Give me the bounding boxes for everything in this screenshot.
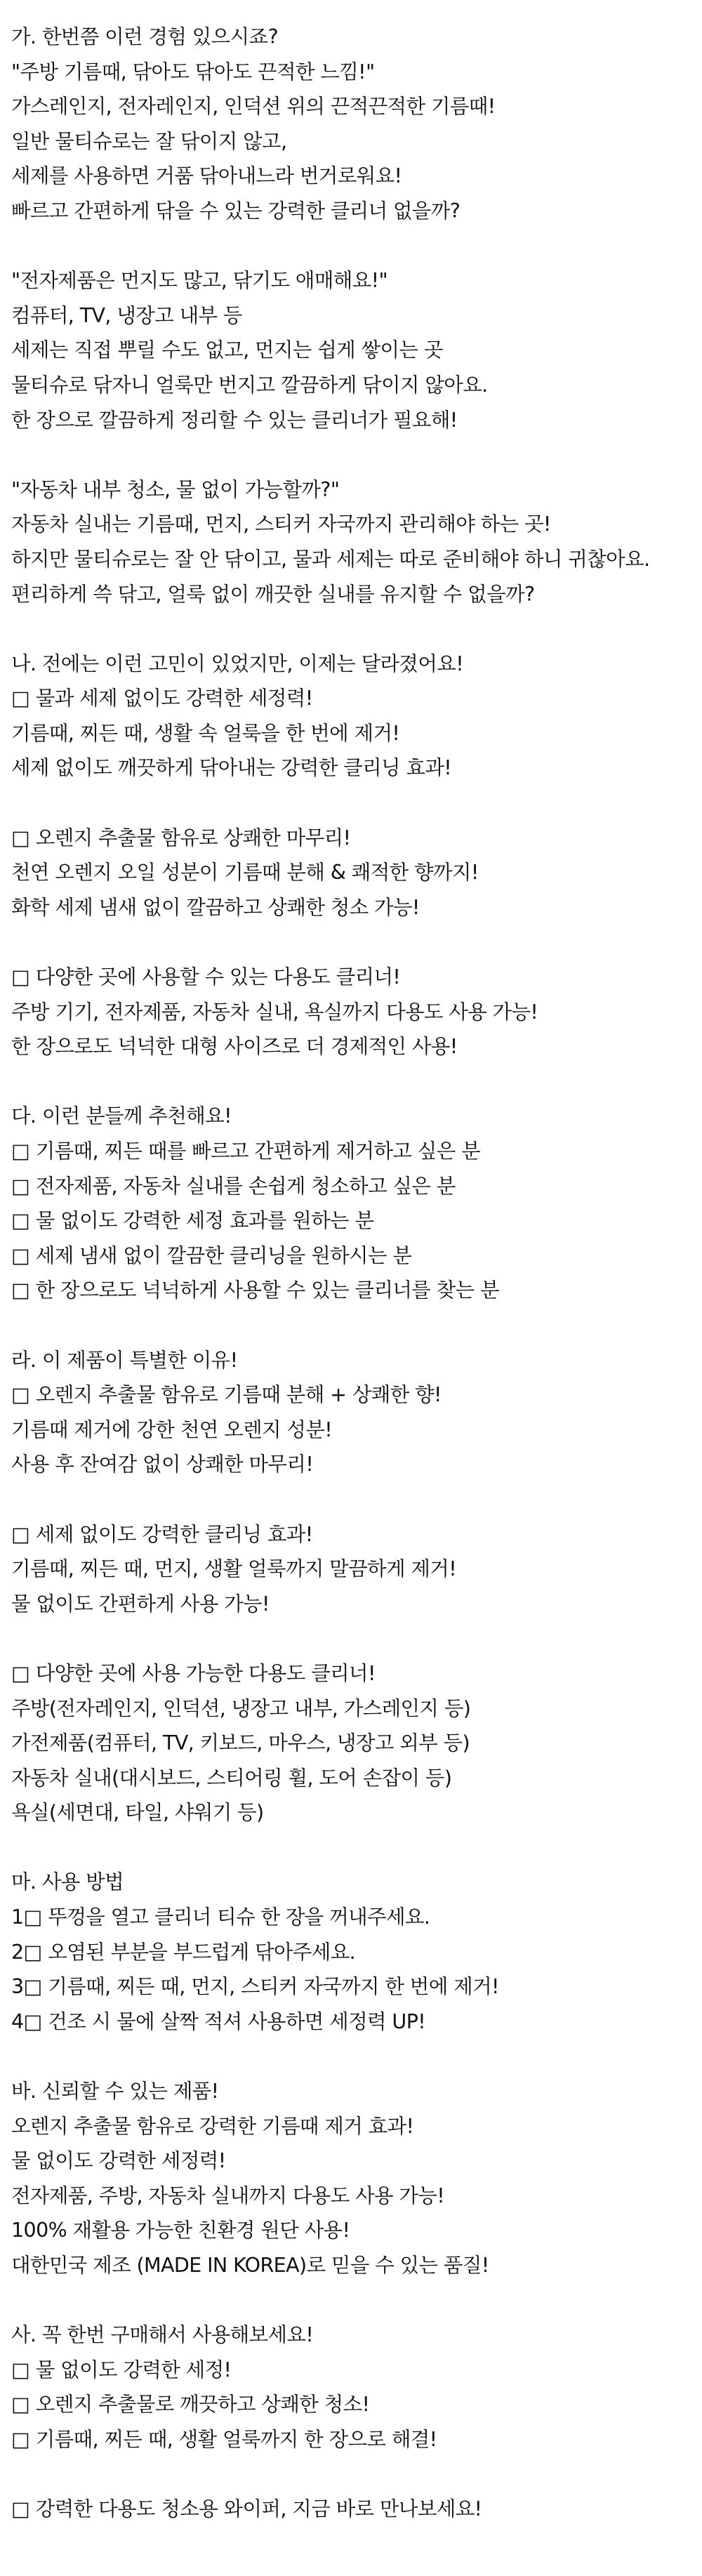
text-line: □ 물 없이도 강력한 세정! [11, 2358, 232, 2382]
text-line: 천연 오렌지 오일 성분이 기름때 분해 & 쾌적한 향까지! [11, 861, 479, 885]
text-line: □ 오렌지 추출물 함유로 기름때 분해 + 상쾌한 향! [11, 1383, 442, 1407]
text-line: 세제를 사용하면 거품 닦아내느라 번거로워요! [11, 164, 402, 188]
text-line: 바. 신뢰할 수 있는 제품! [11, 2080, 219, 2103]
paragraph-spacer [11, 786, 691, 821]
text-line: 세제는 직접 뿌릴 수도 없고, 먼지는 쉽게 쌓이는 곳 [11, 338, 443, 362]
paragraph-spacer [11, 437, 691, 473]
text-line: 1□ 뚜껑을 열고 클리너 티슈 한 장을 꺼내주세요. [11, 1905, 430, 1929]
text-line: 라. 이 제품이 특별한 이유! [11, 1348, 238, 1372]
text-line: 가전제품(컴퓨터, TV, 키보드, 마우스, 냉장고 외부 등) [11, 1731, 470, 1755]
text-line: 화학 세제 냄새 없이 깔끔하고 상쾌한 청소 가능! [11, 895, 420, 919]
text-line: 욕실(세면대, 타일, 샤워기 등) [11, 1801, 264, 1825]
text-line: 기름때 제거에 강한 천연 오렌지 성분! [11, 1418, 333, 1441]
text-line: □ 다양한 곳에 사용할 수 있는 다용도 클리너! [11, 965, 401, 989]
paragraph-spacer [11, 1482, 691, 1517]
text-line: 물 없이도 강력한 세정력! [11, 2149, 226, 2173]
text-line: 사. 꼭 한번 구매해서 사용해보세요! [11, 2323, 314, 2347]
text-line: 자동차 실내(대시보드, 스티어링 휠, 도어 손잡이 등) [11, 1766, 452, 1790]
text-line: 일반 물티슈로는 잘 닦이지 않고, [11, 129, 287, 153]
text-line: 사용 후 잔여감 없이 상쾌한 마무리! [11, 1453, 314, 1477]
text-line: 100% 재활용 가능한 친환경 원단 사용! [11, 2219, 350, 2243]
text-line: 전자제품, 주방, 자동차 실내까지 다용도 사용 가능! [11, 2184, 445, 2207]
text-line: 나. 전에는 이런 고민이 있었지만, 이제는 달라졌어요! [11, 652, 464, 675]
text-line: 가. 한번쯤 이런 경험 있으시죠? [11, 25, 278, 48]
text-line: 기름때, 찌든 때, 먼지, 생활 얼룩까지 말끔하게 제거! [11, 1557, 457, 1581]
text-line: □ 기름때, 찌든 때를 빠르고 간편하게 제거하고 싶은 분 [11, 1140, 481, 1163]
text-line: □ 오렌지 추출물로 깨끗하고 상쾌한 청소! [11, 2393, 370, 2417]
text-line: 기름때, 찌든 때, 생활 속 얼룩을 한 번에 제거! [11, 721, 400, 745]
text-line: 컴퓨터, TV, 냉장고 내부 등 [11, 303, 242, 327]
text-line: 한 장으로 깔끔하게 정리할 수 있는 클리너가 필요해! [11, 408, 458, 432]
text-line: 3□ 기름때, 찌든 때, 먼지, 스티커 자국까지 한 번에 제거! [11, 1975, 499, 1999]
text-line: 빠르고 간편하게 닦을 수 있는 강력한 클리너 없을까? [11, 199, 461, 223]
text-line: 2□ 오염된 부분을 부드럽게 닦아주세요. [11, 1940, 356, 1964]
text-line: 편리하게 쓱 닦고, 얼룩 없이 깨끗한 실내를 유지할 수 없을까? [11, 582, 535, 606]
text-line: 한 장으로도 넉넉한 대형 사이즈로 더 경제적인 사용! [11, 1035, 458, 1059]
text-line: 주방(전자레인지, 인덕션, 냉장고 내부, 가스레인지 등) [11, 1696, 471, 1720]
paragraph-spacer [11, 2457, 691, 2492]
paragraph-spacer [11, 2039, 691, 2074]
text-line: 가스레인지, 전자레인지, 인덕션 위의 끈적끈적한 기름때! [11, 95, 496, 119]
text-line: 마. 사용 방법 [11, 1870, 124, 1894]
paragraph-spacer [11, 229, 691, 264]
text-line: □ 한 장으로도 넉넉하게 사용할 수 있는 클리너를 찾는 분 [11, 1279, 499, 1302]
text-line: □ 다양한 곳에 사용 가능한 다용도 클리너! [11, 1661, 376, 1685]
text-line: □ 전자제품, 자동차 실내를 손쉽게 청소하고 싶은 분 [11, 1174, 456, 1198]
text-line: □ 세제 없이도 강력한 클리닝 효과! [11, 1522, 313, 1546]
paragraph-spacer [11, 612, 691, 647]
text-line: 하지만 물티슈로는 잘 안 닦이고, 물과 세제는 따로 준비해야 하니 귀찮아요. [11, 547, 650, 571]
text-line: □ 강력한 다용도 청소용 와이퍼, 지금 바로 만나보세요! [11, 2497, 482, 2521]
text-line: □ 물과 세제 없이도 강력한 세정력! [11, 687, 313, 711]
text-line: "전자제품은 먼지도 많고, 닦기도 애매해요!" [11, 269, 388, 293]
text-line: □ 기름때, 찌든 때, 생활 얼룩까지 한 장으로 해결! [11, 2427, 437, 2451]
text-line: 세제 없이도 깨끗하게 닦아내는 강력한 클리닝 효과! [11, 756, 452, 780]
paragraph-spacer [11, 1830, 691, 1865]
text-line: □ 물 없이도 강력한 세정 효과를 원하는 분 [11, 1209, 374, 1233]
paragraph-spacer [11, 1621, 691, 1656]
text-line: □ 세제 냄새 없이 깔끔한 클리닝을 원하시는 분 [11, 1243, 412, 1267]
text-line: "자동차 내부 청소, 물 없이 가능할까?" [11, 477, 340, 501]
text-line: 오렌지 추출물 함유로 강력한 기름때 제거 효과! [11, 2114, 414, 2138]
product-description-document [11, 20, 691, 2527]
text-line: 주방 기기, 전자제품, 자동차 실내, 욕실까지 다용도 사용 가능! [11, 1000, 538, 1024]
paragraph-spacer [11, 1064, 691, 1099]
text-line: 다. 이런 분들께 추천해요! [11, 1104, 232, 1128]
paragraph-spacer [11, 2283, 691, 2318]
text-line: "주방 기름때, 닦아도 닦아도 끈적한 느낌!" [11, 60, 375, 84]
text-line: □ 오렌지 추출물 함유로 상쾌한 마무리! [11, 826, 351, 850]
paragraph-spacer [11, 925, 691, 960]
text-line: 물 없이도 간편하게 사용 가능! [11, 1592, 270, 1616]
paragraph-spacer [11, 1308, 691, 1343]
text-line: 자동차 실내는 기름때, 먼지, 스티커 자국까지 관리해야 하는 곳! [11, 513, 551, 536]
text-line: 4□ 건조 시 물에 살짝 적셔 사용하면 세정력 UP! [11, 2009, 426, 2033]
text-line: 물티슈로 닦자니 얼룩만 번지고 깔끔하게 닦이지 않아요. [11, 373, 488, 397]
text-line: 대한민국 제조 (MADE IN KOREA)로 믿을 수 있는 품질! [11, 2254, 489, 2277]
